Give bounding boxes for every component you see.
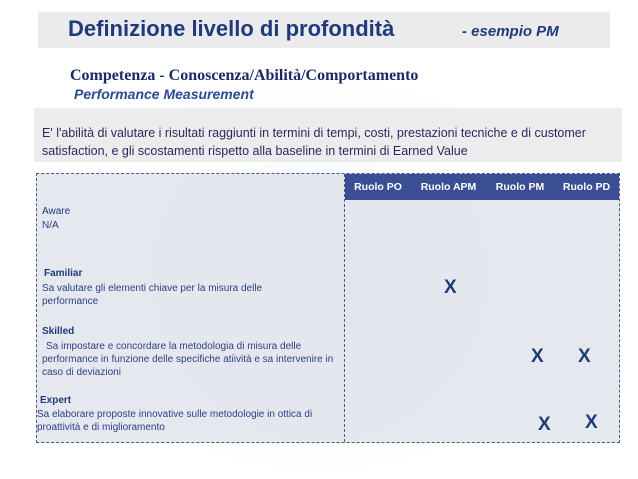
level-aware-name: Aware: [42, 206, 71, 217]
slide-title: Definizione livello di profondità: [68, 16, 395, 41]
role-header-pd: Ruolo PD: [554, 174, 619, 200]
slide-title-tag: - esempio PM: [462, 23, 559, 40]
area-heading: Performance Measurement: [74, 86, 254, 102]
level-familiar-text: Sa valutare gli elementi chiave per la misura delle performance: [42, 283, 263, 307]
mark-expert-pm: X: [538, 414, 551, 435]
competenza-heading: Competenza - Conoscenza/Abilità/Comportamento: [70, 67, 419, 84]
level-skilled-name: Skilled: [42, 326, 75, 337]
description-text: E' l'abilità di valutare i risultati raggiunti in termini di tempi, costi, prestazioni tecniche e di customer satisfaction, e gli scostamenti rispetto alla baseline in termini di Earned Value: [42, 126, 586, 158]
level-expert-name: Expert: [40, 395, 72, 406]
role-header-pm: Ruolo PM: [486, 174, 554, 200]
level-skilled-text: Sa impostare e concordare la metodologia di misura delle performance in funzione delle specifiche atiività e sa intervenire in caso di deviazioni: [42, 341, 334, 378]
mark-skilled-pm: X: [531, 346, 544, 367]
level-familiar-name: Familiar: [44, 268, 83, 279]
mark-skilled-pd: X: [578, 346, 591, 367]
level-expert-text: Sa elaborare proposte innovative sulle metodologie in ottica di proattività e di miglioramento: [37, 409, 313, 433]
role-header-po: Ruolo PO: [345, 174, 411, 200]
level-aware-text: N/A: [42, 220, 59, 231]
levels-table: [36, 173, 620, 443]
role-header-apm: Ruolo APM: [411, 174, 486, 200]
mark-expert-pd: X: [585, 412, 598, 433]
mark-familiar-apm: X: [444, 277, 457, 298]
table-divider: [344, 174, 345, 442]
